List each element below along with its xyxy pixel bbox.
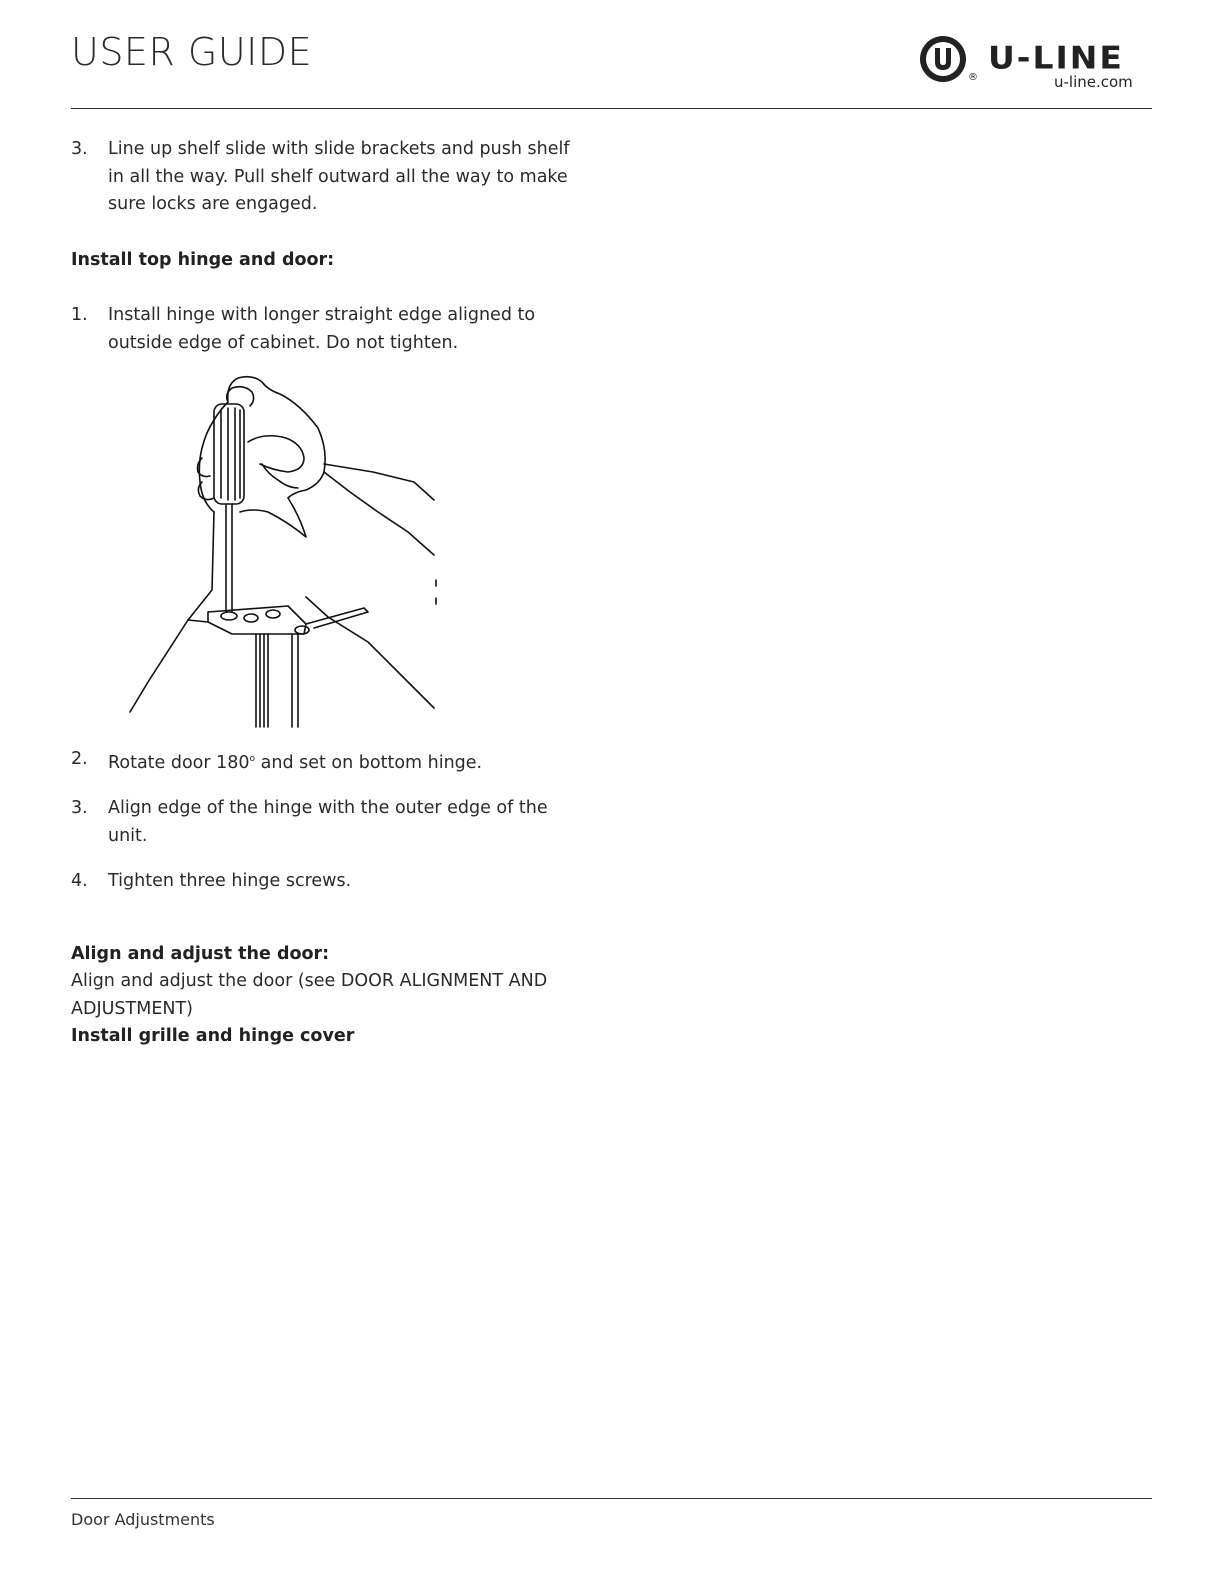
step-number: 3. [71, 139, 88, 159]
step-text: Install hinge with longer straight edge aligned to outside edge of cabinet. Do not tighten. [108, 305, 536, 353]
hand-screwdriver-hinge-illustration [128, 372, 444, 732]
step-number: 2. [71, 749, 88, 769]
step-text: Tighten three hinge screws. [108, 871, 352, 892]
step-text-start: Rotate door 180 [108, 752, 250, 773]
hinge-step-4 [71, 868, 591, 896]
shelf-step-3 [71, 136, 591, 219]
brand-url: u-line.com [1054, 73, 1133, 91]
step-number: 1. [71, 305, 88, 325]
registered-mark: ® [968, 72, 978, 83]
step-text: Line up shelf slide with slide brackets and push shelf in all the way. Pull shelf outward all the way to make sure locks are engaged. [108, 139, 570, 214]
hinge-step-3 [71, 795, 591, 850]
u-line-logo-icon [918, 34, 968, 84]
step-number: 4. [71, 871, 88, 892]
install-grille-heading: Install grille and hinge cover [71, 1026, 355, 1047]
align-adjust-heading: Align and adjust the door: [71, 943, 330, 964]
header-divider [71, 108, 1152, 109]
step-number: 3. [71, 798, 88, 819]
page-footer: Door Adjustments [71, 1510, 215, 1529]
hinge-step-2 [71, 746, 591, 777]
hinge-step-1 [71, 302, 591, 357]
degree-symbol: o [249, 754, 256, 764]
align-adjust-text: Align and adjust the door (see DOOR ALIGNMENT AND ADJUSTMENT) [71, 971, 548, 1019]
step-text [108, 746, 591, 777]
step-text: Align edge of the hinge with the outer edge of the unit. [108, 798, 548, 846]
footer-divider [71, 1498, 1152, 1499]
brand-name: U-LINE [988, 38, 1124, 77]
step-text-end: and set on bottom hinge. [255, 752, 483, 773]
page-title: USER GUIDE [71, 30, 313, 74]
u-line-logo [918, 34, 1148, 94]
install-top-hinge-heading: Install top hinge and door: [71, 249, 335, 270]
